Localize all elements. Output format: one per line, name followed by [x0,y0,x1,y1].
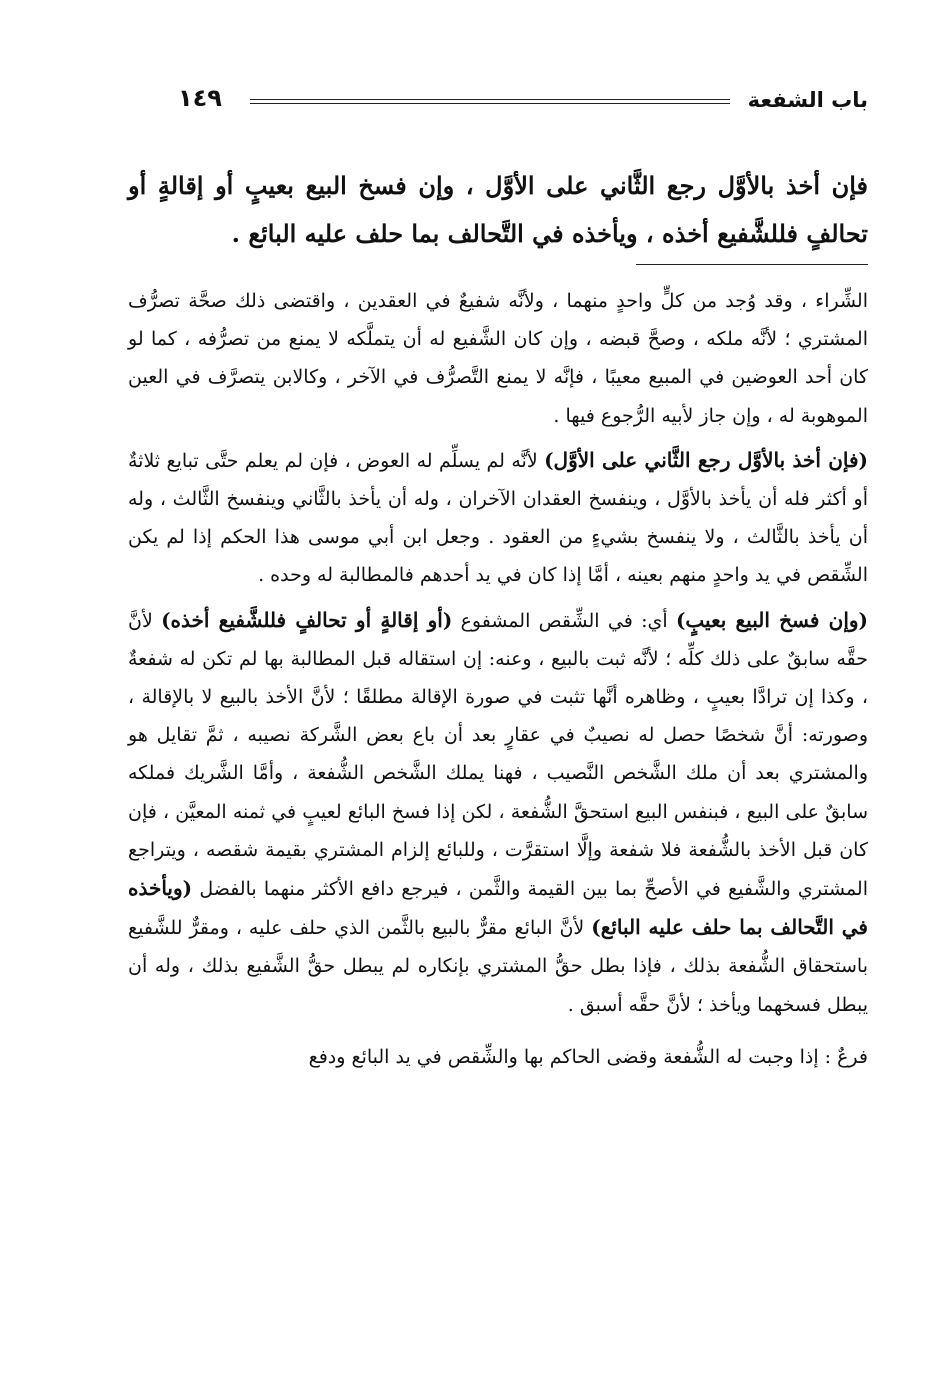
header-rule [250,99,730,104]
commentary-paragraph-1: الشِّراء ، وقد وُجد من كلٍّ واحدٍ منهما ، ولأنَّه شفيعٌ في العقدين ، واقتضى ذلك صحَّة تصرُّف المشتري ؛ لأنَّه ملكه ، وصحَّ قبضه ، وإن كان الشَّفيع له أن يتملَّكه لا يمنع من تصرُّفه ، كما لو كان أحد العوضين في المبيع معيبًا ، فإنَّه لا يمنع التَّصرُّف في الآخر ، وكالابن يتصرَّف في العين الموهوبة له ، وإن جاز لأبيه الرُّجوع فيها . [128,290,868,427]
quoted-matn: (فإن أخذ بالأوَّل رجع الثَّاني على الأوَّل) [544,447,868,472]
commentary-text: لأنَّ البائع مقرٌّ بالبيع بالثَّمن الذي حلف عليه ، ومقرٌّ للشَّفيع باستحقاق الشُّفعة بذلك ، فإذا بطل حقُّ المشتري بإنكاره لم يبطل حقُّ الشَّفيع بذلك ، وله أن يبطل فسخهما ويأخذ ؛ لأنَّ حقَّه أسبق . [128,917,868,1016]
matn-paragraph: فإن أخذ بالأوَّل رجع الثَّاني على الأوَّل ، وإن فسخ البيع بعيبٍ أو إقالةٍ أو تحالفٍ فللشَّفيع أخذه ، ويأخذه في التَّحالف بما حلف عليه البائع . [128,171,868,248]
running-head [130,84,868,124]
quoted-matn: (وإن فسخ البيع بعيبٍ) [675,607,868,632]
chapter-title: باب الشفعة [747,88,868,112]
commentary-text: لأنَّه لم يسلِّم له العوض ، فإن لم يعلم حتَّى تبايع ثلاثةٌ أو أكثر فله أن يأخذ بالأوَّل ، وينفسخ العقدان الآخران ، وله أن يأخذ بالثَّاني وينفسخ الثَّالث ، وله أن يأخذ بالثَّالث ، ولا ينفسخ بشيءٍ من العقود . وجعل ابن أبي موسى هذا الحكم إذا لم يكن الشِّقص في يد واحدٍ منهم بعينه ، أمَّا إذا كان في يد أحدهم فالمطالبة له وحده . [128,449,868,587]
matn-text-block [128,162,868,258]
quoted-matn: (أو إقالةٍ أو تحالفٍ فللشَّفيع أخذه) [161,607,453,632]
separator-rule [636,264,868,265]
commentary-text: أي: في الشِّقص المشفوع [452,609,676,632]
commentary-text: لأنَّ حقَّه سابقٌ على ذلك كلِّه ؛ لأنَّه ثبت بالبيع ، وعنه: إن استقاله قبل المطالبة بها لم تكن له شفعةٌ ، وكذا إن ترادَّا بعيبٍ ، وظاهره أنَّها تثبت في صورة الإقالة مطلقًا ؛ لأنَّ الأخذ بالبيع لا بالإقالة ، وصورته: أنَّ شخصًا حصل له نصيبٌ في عقارٍ بعد أن باع بعض الشَّركة نصيبه ، ثمَّ تقايل هو والمشتري بعد أن ملك الشَّخص النَّصيب ، فهنا يملك الشَّخص الشُّفعة ، وأمَّا الشَّريك فملكه سابقٌ على البيع ، فبنفس البيع استحقَّ الشُّفعة ، لكن إذا فسخ البائع لعيبٍ في ثمنه المعيَّن ، فإن كان قبل الأخذ بالشُّفعة فلا شفعة وإلَّا استقرَّت ، وللبائع إلزام المشتري بقيمة شقصه ، ويتراجع المشتري والشَّفيع في الأصحِّ بما بين القيمة والثَّمن ، فيرجع دافع الأكثر منهما بالفضل [128,609,868,901]
page-number: ١٤٩ [178,84,222,112]
commentary-paragraph-2 [128,441,868,595]
commentary-block [128,282,868,1082]
commentary-paragraph-4: فرعٌ : إذا وجبت له الشُّفعة وقضى الحاكم بها والشِّقص في يد البائع ودفع [308,1045,868,1068]
quoted-matn: (ويأخذه في التَّحالف بما حلف عليه البائع) [128,876,868,940]
commentary-paragraph-3 [128,601,868,1024]
